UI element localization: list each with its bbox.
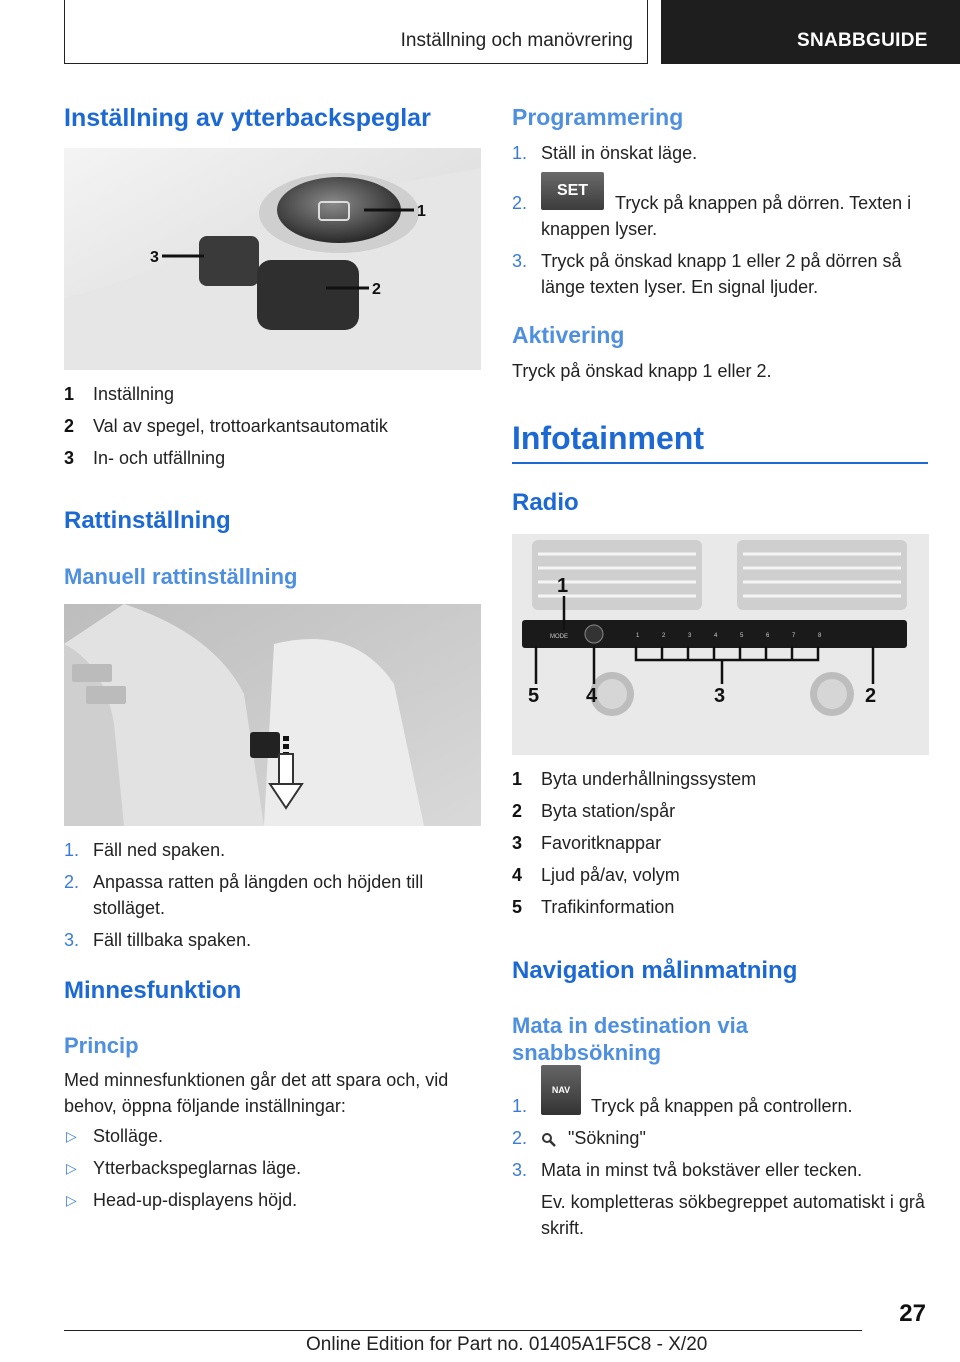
legend-text: Ljud på/av, volym [541, 865, 680, 885]
legend-number: 1 [512, 769, 523, 789]
legend-text: Byta underhållningssystem [541, 769, 757, 789]
bullet-triangle-icon: ▷ [66, 1192, 77, 1208]
item-text: Ytterbackspeglarnas läge. [93, 1158, 302, 1178]
radio-callout-2: 2 [865, 685, 877, 707]
step-text: Mata in minst två bokstäver eller tecken. [541, 1160, 863, 1180]
legend-number: 2 [512, 801, 523, 821]
step-number: 3. [512, 251, 528, 271]
step-text: Tryck på knappen på controllern. [591, 1096, 853, 1116]
step-number: 2. [512, 1128, 528, 1148]
header-tab-box [661, 0, 960, 64]
mirror-callout-3: 3 [150, 249, 159, 266]
step-text: Fäll ned spaken. [93, 840, 226, 860]
legend-text: In- och utfällning [93, 448, 226, 468]
radio-callout-5: 5 [528, 685, 540, 707]
principle-title: Princip [64, 1033, 139, 1058]
step-text: "Sökning" [568, 1128, 646, 1148]
header-tab-label: SNABBGUIDE [797, 30, 928, 51]
nav-subtitle: Mata in destination via snabbsökning [512, 1013, 748, 1065]
preset-2-label: 2 [662, 633, 666, 639]
nav-button-icon: NAV [541, 1065, 581, 1115]
mirror-controls-figure [64, 148, 481, 370]
legend-number: 2 [64, 416, 75, 436]
activation-text: Tryck på önskad knapp 1 eller 2. [512, 361, 772, 381]
principle-text: Med minnesfunktionen går det att spara och, vid behov, öppna följande inställningar: [64, 1070, 449, 1116]
preset-6-label: 6 [766, 633, 770, 639]
step-number: 3. [64, 930, 80, 950]
programming-title: Programmering [512, 104, 684, 130]
step-number: 2. [64, 872, 80, 892]
preset-5-label: 5 [740, 633, 744, 639]
note-text: Ev. kompletteras sökbegreppet automatiskt i grå skrift. [541, 1192, 925, 1238]
footer-rule [64, 1330, 862, 1331]
preset-4-label: 4 [714, 633, 718, 639]
bullet-triangle-icon: ▷ [66, 1160, 77, 1176]
infotainment-title: Infotainment [512, 420, 704, 456]
step-text: Anpassa ratten på längden och höjden till stolläget. [93, 872, 424, 918]
steering-title: Rattinställning [64, 507, 231, 534]
step-number: 1. [64, 840, 80, 860]
legend-text: Trafikinformation [541, 897, 675, 917]
radio-callout-4: 4 [586, 685, 598, 707]
preset-1-label: 1 [636, 633, 640, 639]
header-section-title: Inställning och manövrering [400, 30, 633, 51]
legend-text: Byta station/spår [541, 801, 676, 821]
legend-number: 3 [512, 833, 523, 853]
footer-edition: Online Edition for Part no. 01405A1F5C8 - X/20 [306, 1334, 708, 1355]
item-text: Stolläge. [93, 1126, 164, 1146]
preset-7-label: 7 [792, 633, 796, 639]
radio-title: Radio [512, 489, 579, 516]
mirror-callout-1: 1 [417, 203, 426, 220]
radio-mode-label: MODE [550, 634, 568, 640]
legend-number: 5 [512, 897, 523, 917]
step-text: Fäll tillbaka spaken. [93, 930, 252, 950]
set-button-icon: SET [541, 172, 604, 210]
bullet-triangle-icon: ▷ [66, 1128, 77, 1144]
mirror-callout-2: 2 [372, 281, 381, 298]
radio-callout-3: 3 [714, 685, 726, 707]
steering-lever-figure [64, 604, 481, 826]
legend-number: 4 [512, 865, 523, 885]
item-text: Head-up-displayens höjd. [93, 1190, 298, 1210]
header-section-box [64, 0, 648, 64]
step-number: 1. [512, 143, 528, 163]
legend-text: Val av spegel, trottoarkantsautomatik [93, 416, 388, 436]
preset-8-label: 8 [818, 633, 822, 639]
preset-3-label: 3 [688, 633, 692, 639]
step-number: 3. [512, 1160, 528, 1180]
radio-callout-1: 1 [557, 575, 569, 597]
navigation-title: Navigation målinmatning [512, 957, 798, 984]
activation-title: Aktivering [512, 322, 625, 348]
legend-text: Favoritknappar [541, 833, 662, 853]
step-text: Ställ in önskat läge. [541, 143, 698, 163]
step-number: 2. [512, 193, 528, 213]
step-text: Tryck på önskad knapp 1 eller 2 på dörren så länge texten lyser. En signal ljuder. [541, 251, 902, 297]
manual-steering-title: Manuell rattinställning [64, 564, 298, 589]
step-text: Tryck på knappen på dörren. Texten i knappen lyser. [541, 193, 912, 239]
legend-number: 1 [64, 384, 75, 404]
step-number: 1. [512, 1096, 528, 1116]
legend-number: 3 [64, 448, 75, 468]
legend-text: Inställning [93, 384, 175, 404]
mirror-title: Inställning av ytterbackspeglar [64, 104, 431, 132]
memory-title: Minnesfunktion [64, 977, 242, 1004]
radio-controls-figure [512, 534, 929, 755]
infotainment-rule [512, 462, 928, 464]
page-number: 27 [899, 1300, 926, 1327]
